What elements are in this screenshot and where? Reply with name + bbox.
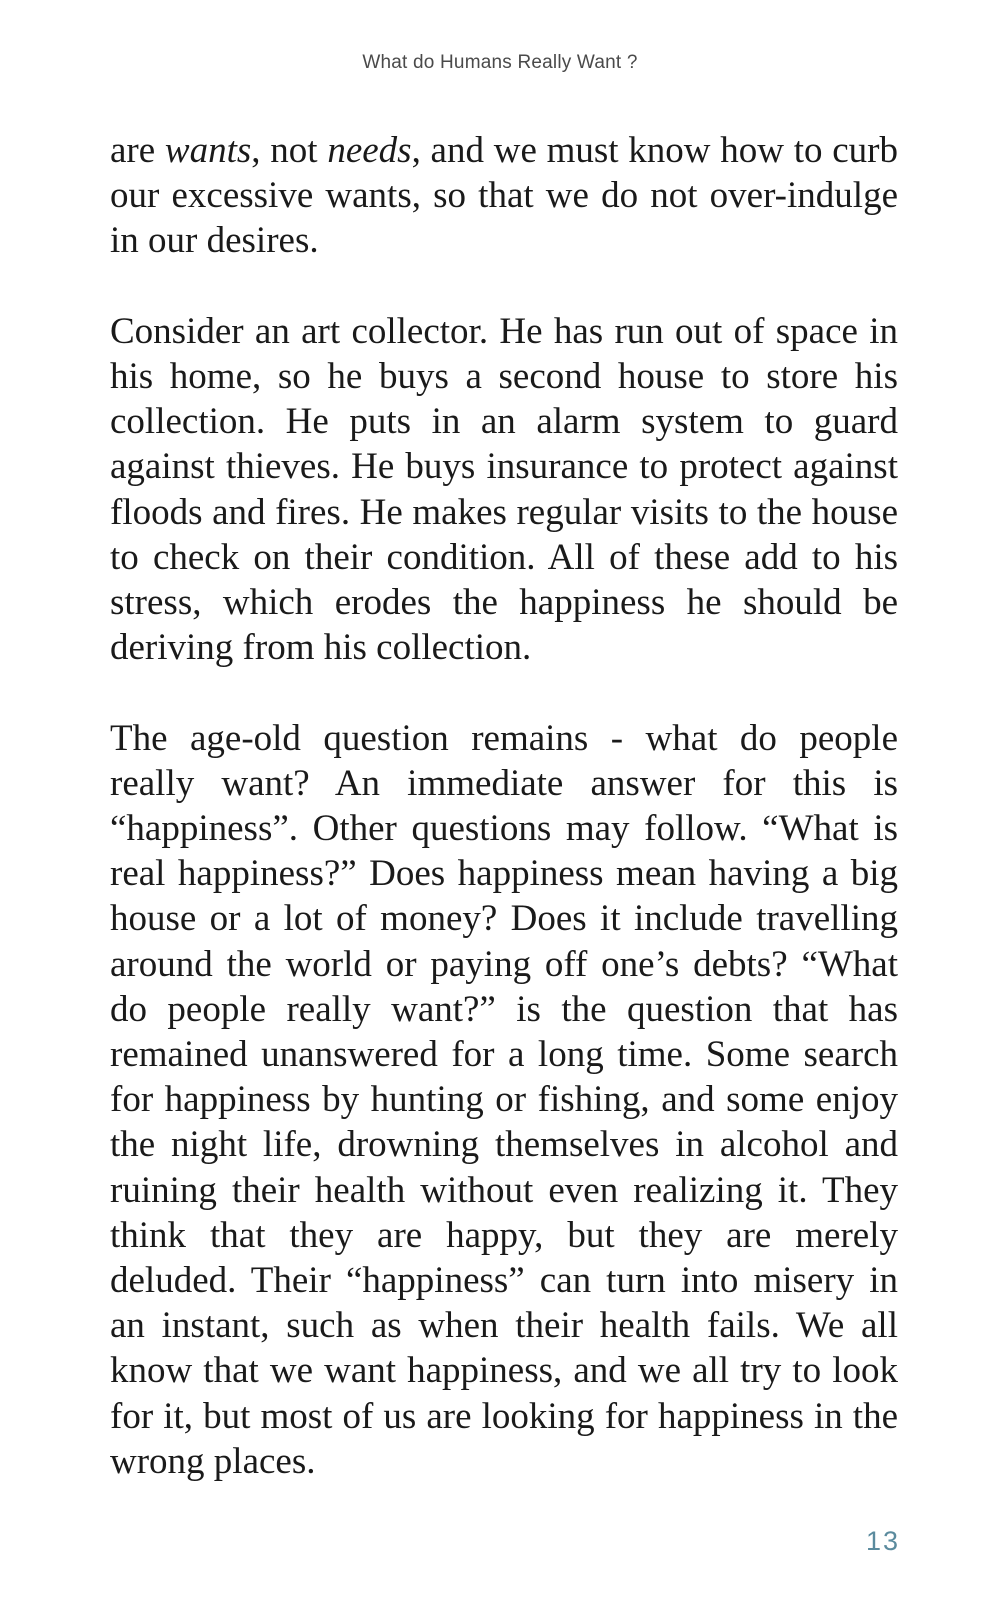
paragraph-1-text-a: are xyxy=(110,130,165,171)
paragraph-1-text-c: , and we must know how to curb our excessive wants, so that we do not over-indulge in our desires. xyxy=(110,130,899,262)
paragraph-1-emphasis-needs: needs xyxy=(327,130,412,171)
paragraph-1-emphasis-wants: wants xyxy=(164,130,252,171)
page-body xyxy=(110,128,898,1484)
page-number: 13 xyxy=(865,1526,900,1556)
paragraph-3: The age-old question remains - what do people really want? An immediate answer for this is “happiness”. Other questions may follow. “What is real happiness?” Does happiness mean having a big house or a lot of money? Does it include travelling around the world or paying off one’s debts? “What do people really want?” is the question that has remained unanswered for a long time. Some search for happiness by hunting or fishing, and some enjoy the night life, drowning themselves in alcohol and ruining their health without even realizing it. They think that they are happy, but they are merely deluded. Their “happiness” can turn into misery in an instant, such as when their health fails. We all know that we want happiness, and we all try to look for it, but most of us are looking for happiness in the wrong places. xyxy=(110,717,898,1482)
paragraph-1-text-b: , not xyxy=(251,130,328,171)
paragraph-2: Consider an art collector. He has run out of space in his home, so he buys a second house to store his collection. He puts in an alarm system to guard against thieves. He buys insurance to protect against floods and fires. He makes regular visits to the house to check on their condition. All of these add to his stress, which erodes the happiness he should be deriving from his collection. xyxy=(110,310,898,669)
running-header: What do Humans Really Want ? xyxy=(362,52,638,73)
paragraph-1 xyxy=(110,128,898,264)
